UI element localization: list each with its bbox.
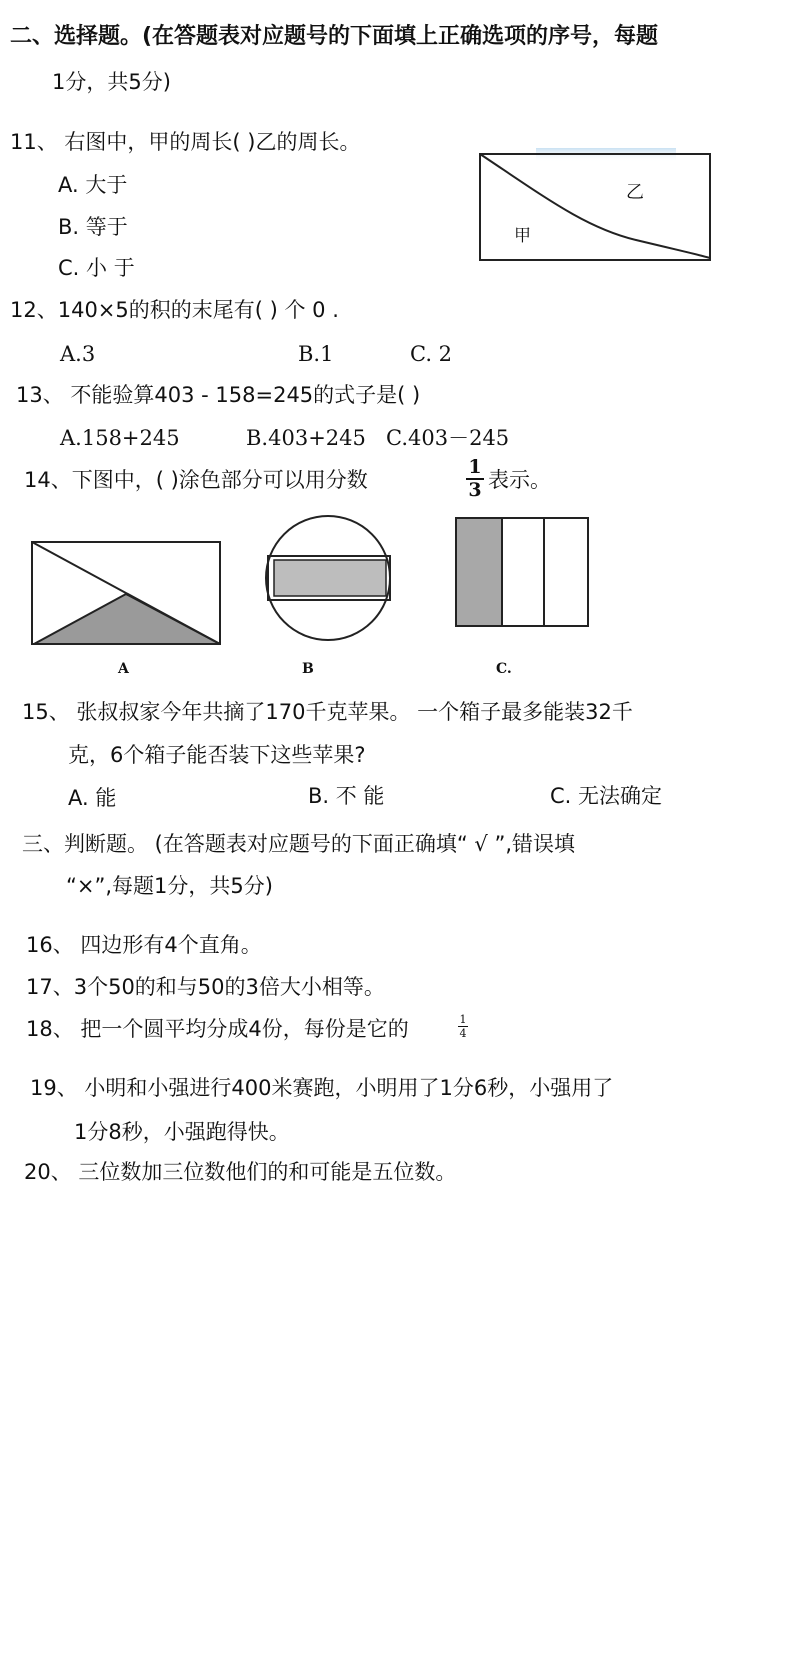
q15-option-c: C. 无法确定 — [550, 784, 663, 808]
q14-fraction-numerator: 1 — [468, 456, 482, 478]
q18-fraction — [457, 1014, 469, 1039]
q20-text: 20、 三位数加三位数他们的和可能是五位数。 — [24, 1160, 457, 1184]
q14-label-a: A — [118, 661, 129, 677]
section-2-heading-line1: 二、选择题。(在答题表对应题号的下面填上正确选项的序号，每题 — [10, 24, 659, 49]
q14-figure-c — [452, 514, 592, 630]
q15-stem-line1: 15、 张叔叔家今年共摘了170千克苹果。 一个箱子最多能装32千 — [22, 700, 633, 724]
q14-label-c: C. — [496, 661, 512, 677]
q16-text: 16、 四边形有4个直角。 — [26, 933, 262, 957]
q14-figure-b — [262, 512, 398, 646]
q11-option-b: B. 等于 — [58, 215, 128, 239]
q12-option-b: B.1 — [298, 342, 334, 366]
q13-option-c: C.403－245 — [386, 426, 510, 450]
section-2-heading-line2: 1分，共5分) — [52, 70, 171, 94]
q15-option-a: A. 能 — [68, 786, 117, 810]
q13-stem: 13、 不能验算403 - 158=245的式子是( ) — [16, 383, 421, 407]
q13-option-a: A.158+245 — [60, 426, 180, 450]
q14-fraction — [465, 458, 485, 500]
section-3-heading-line1: 三、判断题。 (在答题表对应题号的下面正确填“ √ ”,错误填 — [22, 832, 576, 856]
q14-stem-after: 表示。 — [488, 468, 551, 492]
q11-label-jia: 甲 — [514, 226, 531, 246]
q14-a-shaded-triangle — [34, 594, 220, 644]
q18-text: 18、 把一个圆平均分成4份，每份是它的 — [26, 1017, 409, 1041]
q11-stem: 11、 右图中，甲的周长( )乙的周长。 — [10, 130, 361, 154]
section-3-heading-line2: “×”,每题1分，共5分) — [66, 874, 273, 898]
q12-option-c: C. 2 — [410, 342, 453, 366]
q14-stem-before: 14、下图中，( )涂色部分可以用分数 — [24, 468, 368, 492]
q14-b-shaded-rectangle — [274, 560, 386, 596]
q12-stem: 12、140×5的积的末尾有( ) 个 0 . — [10, 298, 339, 322]
q15-option-b: B. 不 能 — [308, 784, 385, 808]
q19-line1: 19、 小明和小强进行400米赛跑，小明用了1分6秒，小强用了 — [30, 1076, 614, 1100]
q15-stem-line2: 克，6个箱子能否装下这些苹果? — [68, 743, 366, 767]
q12-option-a: A.3 — [60, 342, 96, 366]
q18-fraction-denominator: 4 — [459, 1027, 467, 1040]
q18-fraction-numerator: 1 — [459, 1013, 467, 1026]
q14-c-shaded-part — [456, 518, 502, 626]
q14-figure-a — [28, 538, 224, 646]
q11-figure — [476, 148, 718, 266]
q13-option-b: B.403+245 — [246, 426, 366, 450]
q19-line2: 1分8秒，小强跑得快。 — [74, 1120, 290, 1144]
q11-option-c: C. 小 于 — [58, 256, 135, 280]
q14-label-b: B — [302, 661, 314, 677]
q14-fraction-denominator: 3 — [468, 479, 482, 501]
q11-label-yi: 乙 — [626, 182, 644, 203]
q17-text: 17、3个50的和与50的3倍大小相等。 — [26, 975, 385, 999]
q11-option-a: A. 大于 — [58, 173, 128, 197]
